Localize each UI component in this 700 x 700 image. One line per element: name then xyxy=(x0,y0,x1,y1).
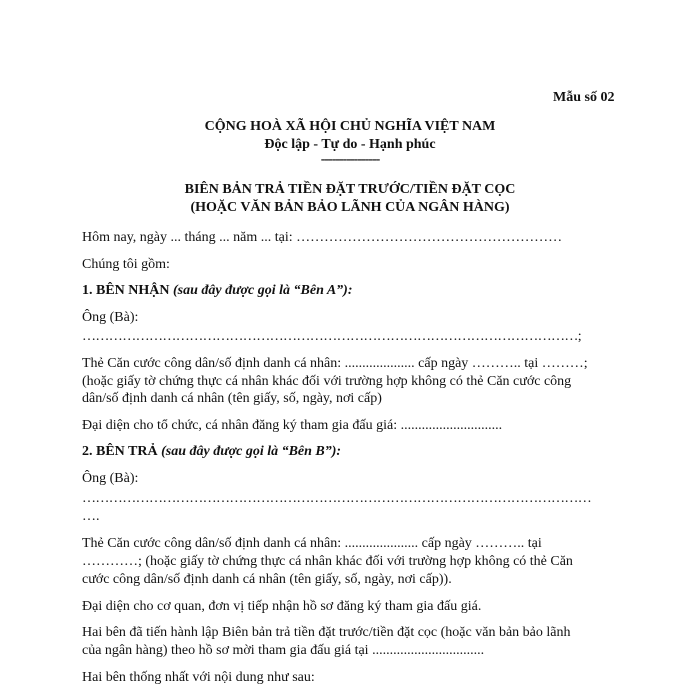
party-b-note: (sau đây được gọi là “Bên B”): xyxy=(161,444,342,459)
header-separator: ---------------- xyxy=(320,152,380,167)
agreement-line: Hai bên thống nhất với nội dung như sau: xyxy=(82,670,315,685)
motto: Độc lập - Tự do - Hạnh phúc xyxy=(264,137,436,152)
party-a-id-line2: (hoặc giấy tờ chứng thực cá nhân khác đối với trường hợp không có thẻ Căn cước công xyxy=(82,374,572,389)
party-b-id-line1: Thẻ Căn cước công dân/số định danh cá nhân: ..................... cấp ngày ……….. tại xyxy=(82,536,542,551)
party-a-representative: Đại diện cho tổ chức, cá nhân đăng ký tham gia đấu giá: ............................. xyxy=(82,418,503,433)
form-number: Mẫu số 02 xyxy=(553,90,615,105)
date-location-line: Hôm nay, ngày ... tháng ... năm ... tại: ………………………………………………… xyxy=(82,230,563,245)
country-name: CỘNG HOÀ XÃ HỘI CHỦ NGHĨA VIỆT NAM xyxy=(204,119,496,134)
document-title-line2: (HOẶC VĂN BẢN BẢO LÃNH CỦA NGÂN HÀNG) xyxy=(190,200,510,215)
party-a-name-dots: …………………………………………………………………………………………………; xyxy=(82,329,582,344)
party-a-heading xyxy=(82,282,353,300)
party-b-title: 2. BÊN TRẢ xyxy=(82,444,158,459)
party-a-note: (sau đây được gọi là “Bên A”): xyxy=(173,283,353,298)
party-b-name-dots: …………………………………………………………………………………………………… xyxy=(82,491,592,506)
party-b-id-line2: …………; (hoặc giấy tờ chứng thực cá nhân khác đối với trường hợp không có thẻ Căn xyxy=(82,554,573,569)
body-paragraph-line2: của ngân hàng) theo hồ sơ mời tham gia đấu giá tại ................................ xyxy=(82,643,485,658)
we-are-line: Chúng tôi gồm: xyxy=(82,257,170,272)
party-a-title: 1. BÊN NHẬN xyxy=(82,283,170,298)
party-b-id-line3: cước công dân/số định danh cá nhân (tên giấy, số, ngày, nơi cấp)). xyxy=(82,572,452,587)
party-a-id-line3: dân/số định danh cá nhân (tên giấy, số, ngày, nơi cấp) xyxy=(82,391,382,406)
body-paragraph-line1: Hai bên đã tiến hành lập Biên bản trả tiền đặt trước/tiền đặt cọc (hoặc văn bản bảo lãnh xyxy=(82,625,571,640)
party-b-name-dots-cont: …. xyxy=(82,509,100,524)
party-b-heading xyxy=(82,443,341,461)
party-b-name-label: Ông (Bà): xyxy=(82,471,139,486)
party-a-name-label: Ông (Bà): xyxy=(82,310,139,325)
party-b-representative: Đại diện cho cơ quan, đơn vị tiếp nhận hồ sơ đăng ký tham gia đấu giá. xyxy=(82,599,482,614)
document-title-line1: BIÊN BẢN TRẢ TIỀN ĐẶT TRƯỚC/TIỀN ĐẶT CỌC xyxy=(184,182,516,197)
party-a-id-line1: Thẻ Căn cước công dân/số định danh cá nhân: .................... cấp ngày ……….. tại ………; xyxy=(82,356,588,371)
